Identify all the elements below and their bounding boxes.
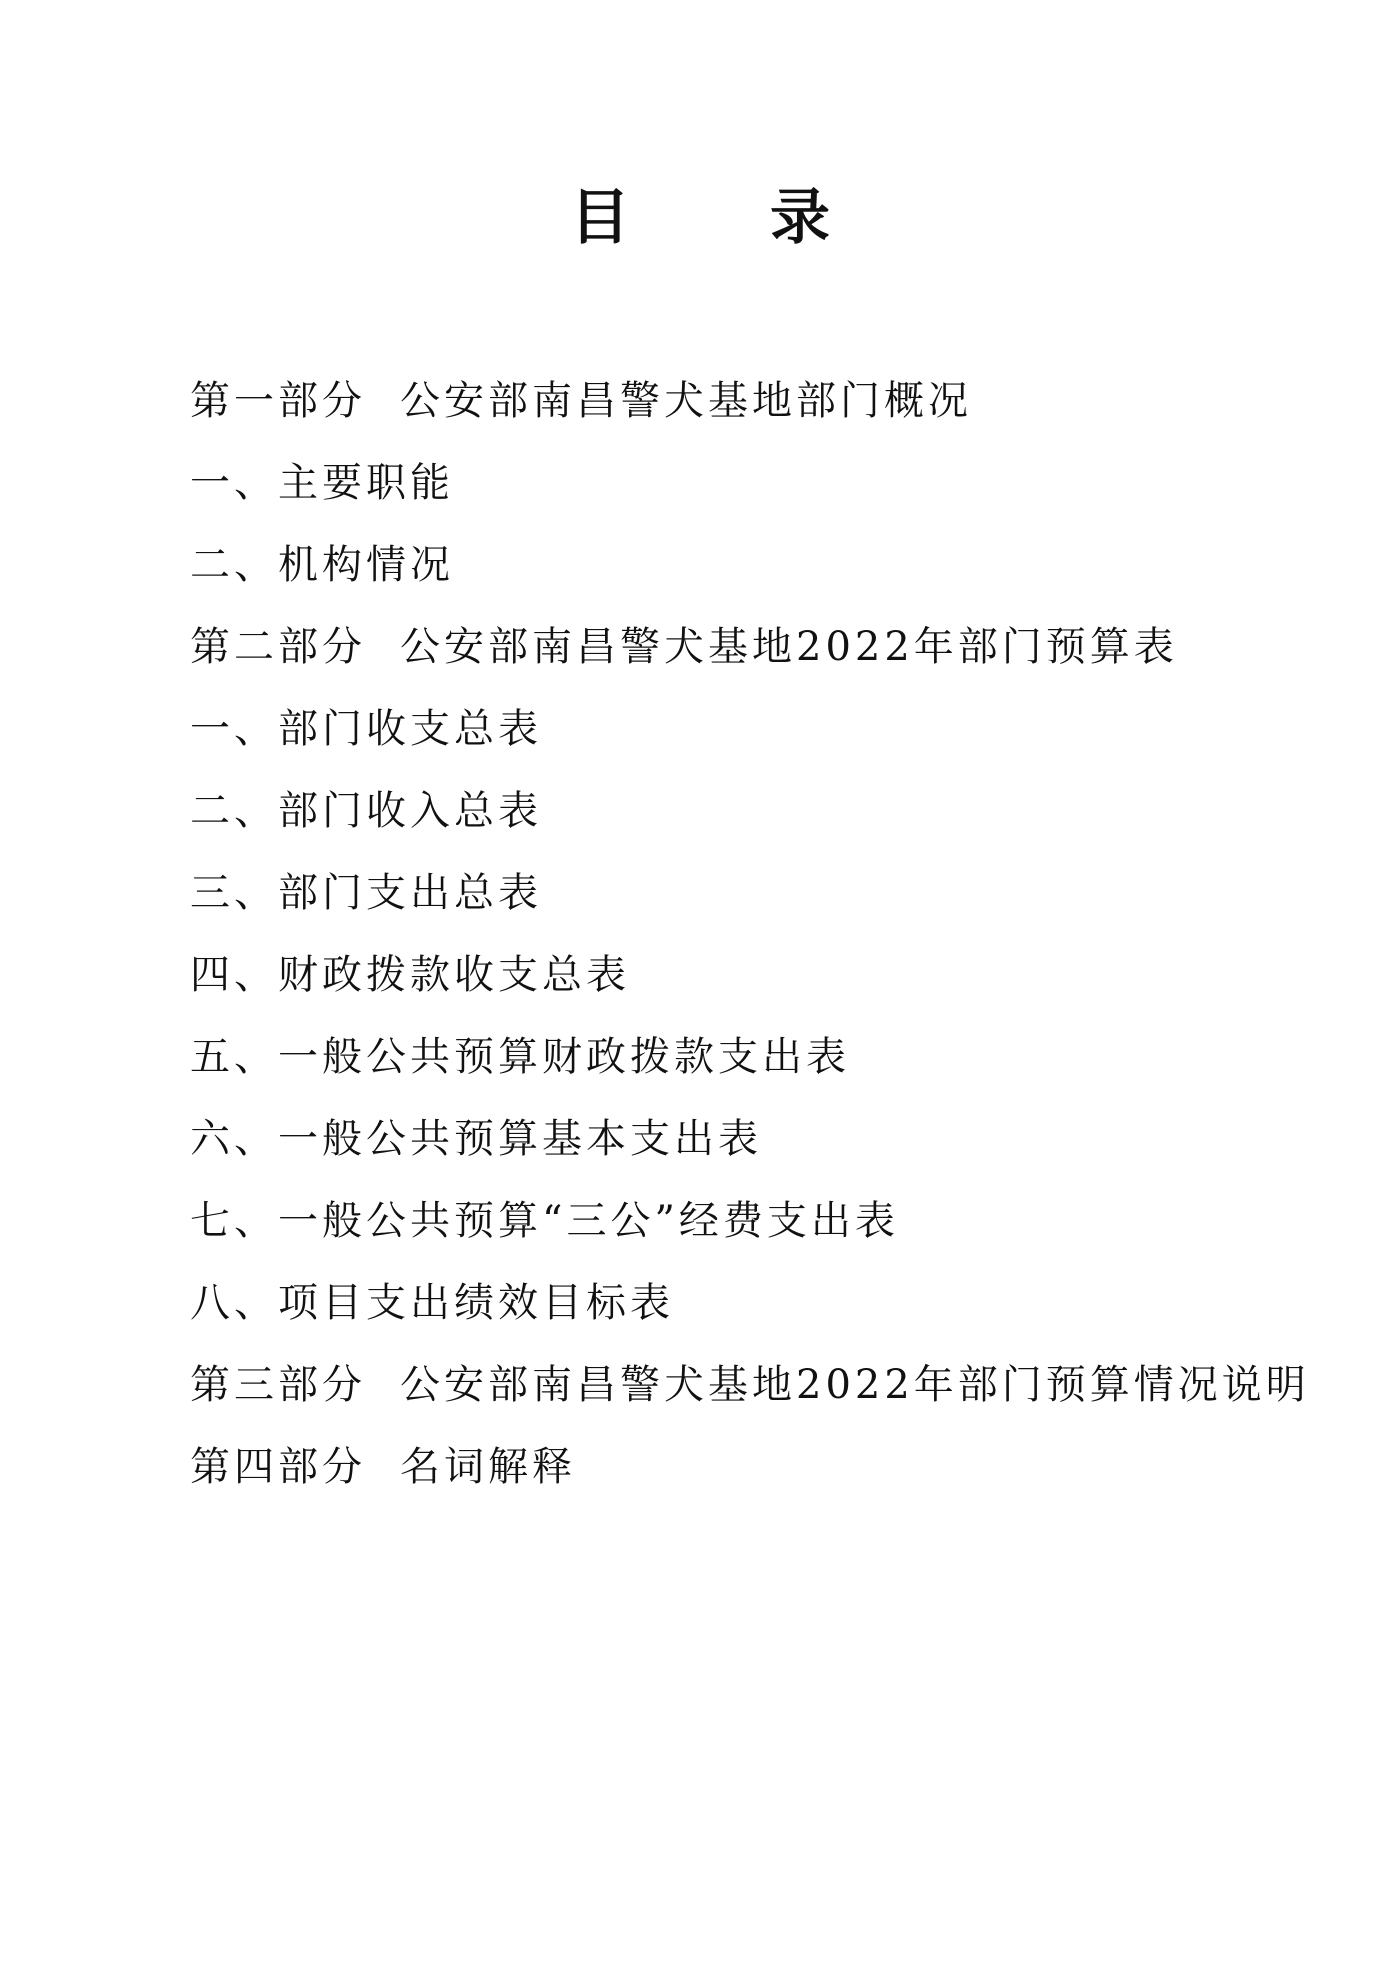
toc-part-4	[190, 1426, 1340, 1508]
toc-part-3	[190, 1344, 1340, 1426]
toc-entry-text: 五、一般公共预算财政拨款支出表	[190, 1034, 850, 1080]
toc-entry	[190, 852, 1340, 934]
toc-part-title: 公安部南昌警犬基地2022年部门预算表	[400, 624, 1178, 670]
toc-entry	[190, 770, 1340, 852]
toc-entry	[190, 1262, 1340, 1344]
toc-entry	[190, 1098, 1340, 1180]
toc-entry	[190, 524, 1340, 606]
toc-part-label: 第一部分	[190, 378, 366, 424]
toc-entry-text: 一、部门收支总表	[190, 706, 542, 752]
toc-entry-text: 二、机构情况	[190, 542, 454, 588]
toc-entry-text: 一、主要职能	[190, 460, 454, 506]
toc-part-label: 第四部分	[190, 1444, 366, 1490]
toc-entry-text: 三、部门支出总表	[190, 870, 542, 916]
toc-part-title: 名词解释	[400, 1444, 576, 1490]
toc-entry-text: 八、项目支出绩效目标表	[190, 1280, 674, 1326]
title-char-2: 录	[770, 183, 830, 253]
toc-part-2	[190, 606, 1340, 688]
toc-entry-text: 四、财政拨款收支总表	[190, 952, 630, 998]
toc-entry-text: 七、一般公共预算“三公”经费支出表	[190, 1198, 899, 1244]
toc-entry	[190, 442, 1340, 524]
toc-entry-text: 六、一般公共预算基本支出表	[190, 1116, 762, 1162]
toc-entry	[190, 688, 1340, 770]
page-title	[0, 178, 1400, 258]
toc-part-1	[190, 360, 1340, 442]
toc-entry-text: 二、部门收入总表	[190, 788, 542, 834]
title-char-1: 目	[570, 183, 630, 253]
toc-part-label: 第三部分	[190, 1362, 366, 1408]
toc-entry	[190, 1016, 1340, 1098]
toc-part-label: 第二部分	[190, 624, 366, 670]
table-of-contents	[190, 360, 1340, 1508]
toc-entry	[190, 934, 1340, 1016]
toc-entry	[190, 1180, 1340, 1262]
toc-part-title: 公安部南昌警犬基地2022年部门预算情况说明	[400, 1362, 1310, 1408]
toc-part-title: 公安部南昌警犬基地部门概况	[400, 378, 972, 424]
